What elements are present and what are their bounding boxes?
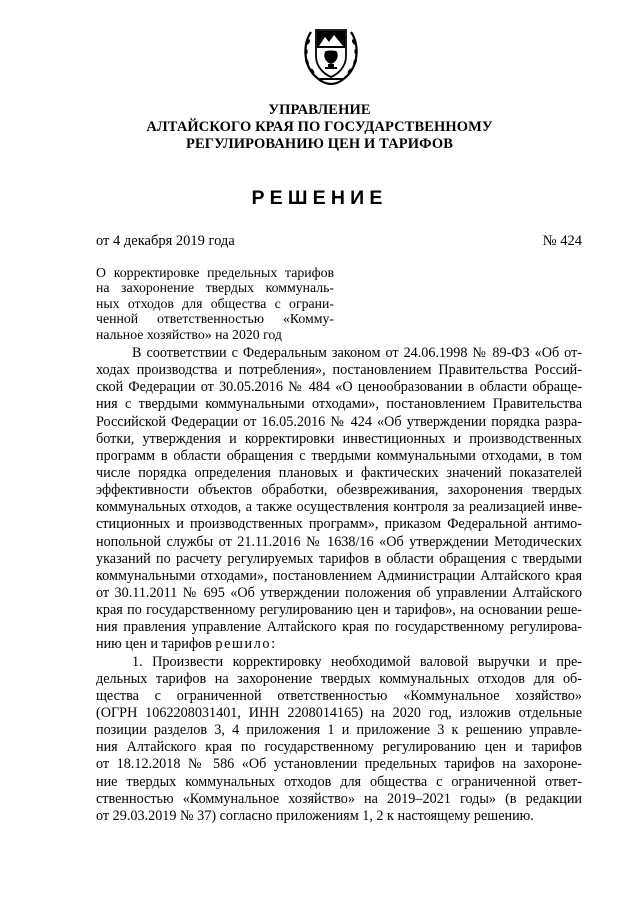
body-line: стиционных и производственных программ», приказом Федеральной антимо- — [96, 516, 582, 533]
decided-colon: : — [271, 636, 276, 653]
decided-word: решило — [215, 636, 272, 653]
body-line: указаний по расчету регулируемых тарифов в области обращения с твердыми — [96, 550, 582, 567]
item1-line: позиции разделов 3, 4 приложения 1 и приложение 3 к решению управле- — [96, 722, 582, 739]
item1-line: дельных тарифов на захоронение твердых коммунальных отходов для об- — [96, 670, 582, 687]
subject-line: ных отходов для общества с ограни- — [96, 295, 334, 311]
body-line: ской Федерации от 30.05.2016 № 484 «О ценообразовании в области обраще- — [96, 379, 582, 396]
item1-line: ния Алтайского края по государственному регулированию цен и тарифов — [96, 739, 582, 756]
agency-line: УПРАВЛЕНИЕ — [268, 102, 371, 118]
document-number: № 424 — [542, 233, 582, 249]
item1-line: от 18.12.2018 № 586 «Об установлении предельных тарифов на захороне- — [96, 756, 582, 773]
item1-line: ние твердых коммунальных отходов для общества с ограниченной ответ- — [96, 773, 582, 790]
item1-line: ственностью «Коммунальное хозяйство» на 2019–2021 годы» (в редакции — [96, 790, 582, 807]
agency-line: РЕГУЛИРОВАНИЮ ЦЕН И ТАРИФОВ — [186, 136, 453, 152]
body-line: числе порядка определения плановых и фактических значений показателей — [96, 464, 582, 481]
body-line-decision — [96, 636, 582, 653]
body-line: Российской Федерации от 16.05.2016 № 424 «Об утверждении порядка разра- — [96, 413, 582, 430]
document-subject — [96, 265, 334, 342]
item1-line: (ОГРН 1062208031401, ИНН 2208014165) на 2020 год, изложив отдельные — [96, 704, 582, 721]
body-line: края по государственному регулированию цен и тарифов», на основании реше- — [96, 602, 582, 619]
item1-line: 1. Произвести корректировку необходимой валовой выручки и пре- — [132, 653, 582, 670]
agency-line: АЛТАЙСКОГО КРАЯ ПО ГОСУДАРСТВЕННОМУ — [146, 119, 493, 135]
body-line: ботки, утверждения и корректировки инвестиционных и производственных — [96, 430, 582, 447]
body-line: ходах производства и потребления», постановлением Правительства Россий- — [96, 362, 582, 379]
subject-line: О корректировке предельных тарифов — [96, 265, 334, 280]
body-line: ния с твердыми коммунальными отходами», постановлением Правительства — [96, 396, 582, 413]
item1-line: щества с ограниченной ответственностью «Коммунальное хозяйство» — [96, 687, 582, 704]
altai-krai-coat-of-arms-icon — [301, 22, 361, 86]
body-line: эффективности объектов обработки, обезвреживания, захоронения твердых — [96, 482, 582, 499]
subject-line: нальное хозяйство» на 2020 год — [96, 326, 282, 342]
body-line: коммунальных отходов, а также осуществления контроля за реализацией инве- — [96, 499, 582, 516]
subject-line: ченной ответственностью «Комму- — [96, 311, 334, 327]
body-line: программ в области обращения с твердыми коммунальными отходами, в том — [96, 447, 582, 464]
document-body — [96, 345, 582, 825]
item1-line: от 29.03.2019 № 37) согласно приложениям 1, 2 к настоящему решению. — [96, 807, 534, 824]
body-line: ния правления управление Алтайского края по государственному регулирова- — [96, 619, 582, 636]
body-line: нопольной службы от 21.11.2016 № 1638/16 «Об утверждении Методических — [96, 533, 582, 550]
issuing-authority — [0, 102, 639, 153]
body-line: коммунальными отходами», постановлением Администрации Алтайского края — [96, 567, 582, 584]
body-line: В соответствии с Федеральным законом от 24.06.1998 № 89-ФЗ «Об от- — [132, 345, 582, 361]
subject-line: на захоронение твердых коммуналь- — [96, 280, 334, 296]
preamble-end: нию цен и тарифов — [96, 636, 212, 653]
document-type-title: РЕШЕНИЕ — [251, 187, 388, 209]
document-date: от 4 декабря 2019 года — [96, 233, 235, 249]
body-line: от 30.11.2011 № 695 «Об утверждении положения об управлении Алтайского — [96, 584, 582, 601]
